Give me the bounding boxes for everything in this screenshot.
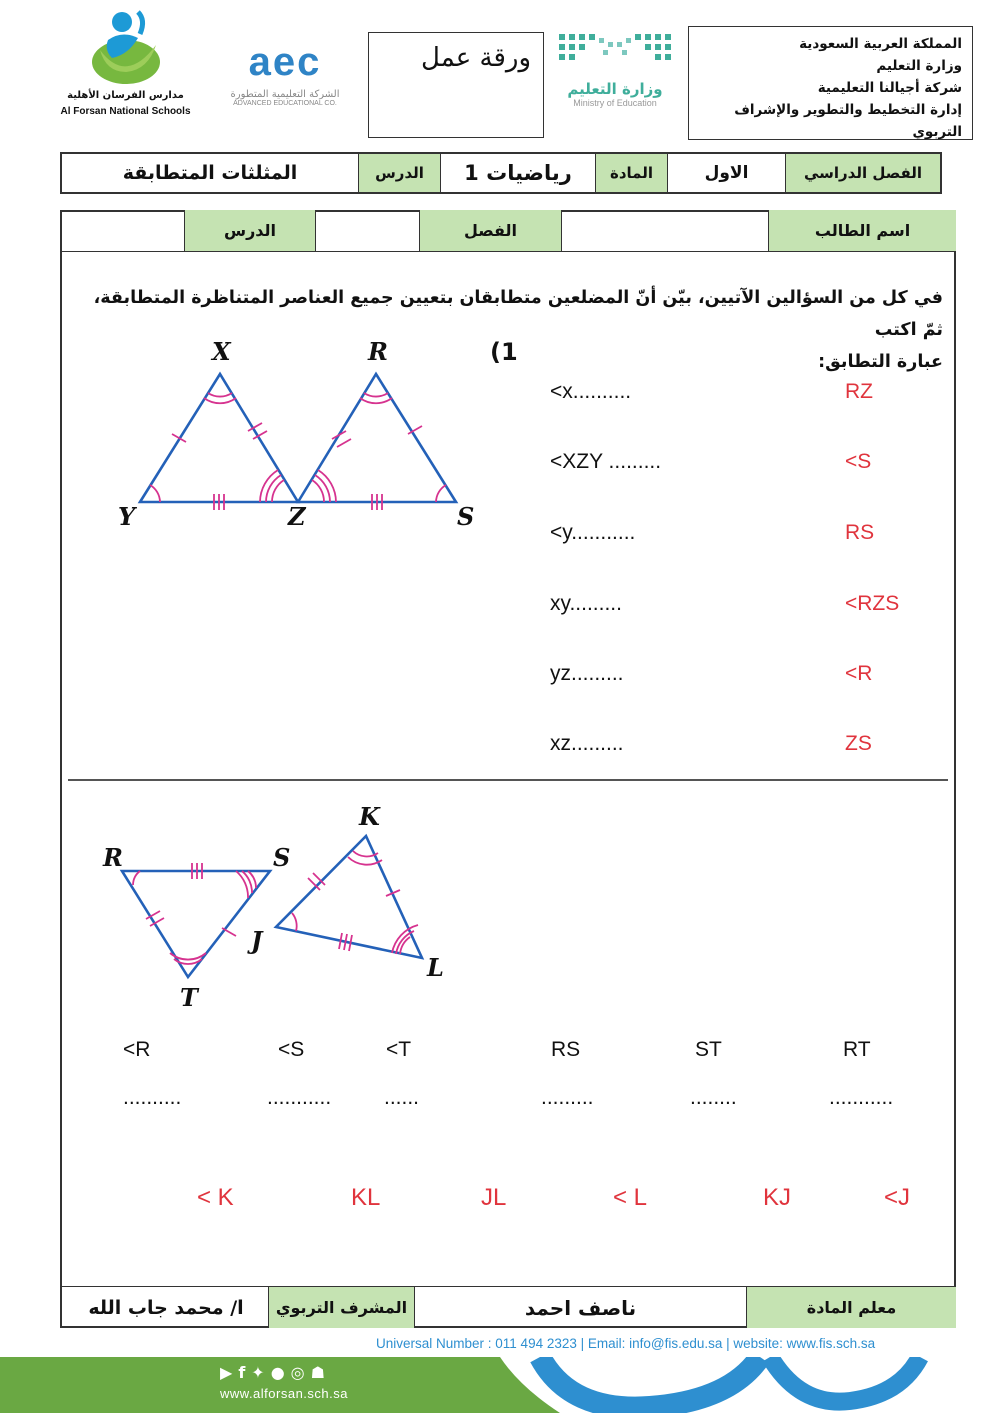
facebook-icon[interactable]: f (238, 1363, 246, 1382)
teacher-name: ناصف احمد (414, 1287, 746, 1328)
vertex-label-y: Y (118, 502, 136, 531)
q1-item-4[interactable]: xy......... (550, 592, 622, 615)
supervisor-label: المشرف التربوي (268, 1287, 414, 1328)
q1-answer-4[interactable]: <RZS (845, 592, 900, 615)
vertex-label-r2: R (103, 843, 123, 872)
q2-blank-5[interactable]: ........ (690, 1086, 737, 1109)
q1-answer-2[interactable]: <S (845, 450, 872, 473)
teacher-label: معلم المادة (746, 1287, 956, 1328)
ministry-line-4: إدارة التخطيط والتطوير والإشراف التربوي (734, 102, 962, 140)
supervisor-name: ا/ محمد جاب الله (88, 1296, 244, 1319)
q2-answer-6[interactable]: <J (884, 1184, 911, 1211)
google-plus-icon[interactable]: ● (270, 1363, 285, 1382)
q1-answer-5[interactable]: <R (845, 662, 873, 685)
q1-answer-6[interactable]: ZS (845, 732, 872, 755)
ministry-line-2: وزارة التعليم (876, 58, 962, 74)
moe-logo-subtext: Ministry of Education (573, 98, 657, 108)
triangles-xyz-rzs (140, 374, 456, 502)
q2-blank-6[interactable]: ........... (829, 1086, 894, 1109)
q2-header-6: RT (843, 1038, 871, 1061)
vertex-label-j2: J (251, 926, 263, 955)
lesson-value: المثلثات المتطابقة (122, 162, 298, 184)
q1-item-6[interactable]: xz......... (550, 732, 624, 755)
ministry-line-1: المملكة العربية السعودية (799, 36, 962, 52)
vertex-label-s: S (457, 502, 475, 531)
instructions-line-1: في كل من السؤالين الآتيين، بيّن أنّ المضلعين متطابقان بتعيين جميع العناصر المتناظرة المتطابقة، ثمّ اكتب (93, 288, 943, 340)
footer-site[interactable]: www.alforsan.sch.sa (220, 1386, 348, 1401)
aec-logo-subtext: ADVANCED EDUCATIONAL CO. (233, 100, 337, 107)
q1-item-5[interactable]: yz......... (550, 662, 624, 685)
class-field[interactable] (315, 210, 419, 251)
footer-banner (0, 1357, 1000, 1413)
vertex-label-r: R (368, 337, 388, 366)
q2-answer-4[interactable]: < L (613, 1184, 648, 1211)
vertex-label-z: Z (288, 502, 306, 531)
forsan-logo-en: Al Forsan National Schools (60, 106, 191, 117)
student-lesson-field[interactable] (64, 210, 184, 251)
ministry-box (688, 26, 973, 140)
info-row (60, 152, 942, 194)
twitter-icon[interactable]: ✦ (251, 1363, 265, 1382)
subject-value: رياضيات 1 (440, 154, 595, 192)
vertex-label-x: X (212, 337, 231, 366)
youtube-icon[interactable]: ▶ (220, 1363, 233, 1382)
aec-logo-mark: aec (248, 40, 322, 84)
q2-blank-1[interactable]: .......... (123, 1086, 182, 1109)
q2-blank-2[interactable]: ........... (267, 1086, 332, 1109)
q1-answer-3[interactable]: RS (845, 521, 875, 544)
q1-item-3[interactable]: <y........... (550, 521, 636, 544)
q2-blank-3[interactable]: ...... (384, 1086, 420, 1109)
triangle-kjl (276, 836, 422, 958)
student-name-field[interactable] (561, 210, 768, 251)
q2-answer-5[interactable]: KJ (763, 1184, 792, 1211)
moe-logo-text: وزارة التعليم (567, 80, 663, 98)
instructions-line-2: عبارة التطابق: (818, 352, 943, 372)
vertex-label-k2: K (359, 802, 380, 831)
q2-header-2: <S (278, 1038, 305, 1061)
subject-label: المادة (595, 154, 667, 192)
q2-answer-1[interactable]: < K (197, 1184, 234, 1211)
student-lesson-label: الدرس (184, 210, 315, 251)
question-1-number: (1 (490, 338, 518, 366)
contact-line: Universal Number : 011 494 2323 | Email: info@fis.edu.sa | website: www.fis.sch.sa (376, 1336, 876, 1351)
vertex-label-l2: L (427, 953, 444, 982)
forsan-logo (38, 0, 213, 125)
lesson-label: الدرس (358, 154, 440, 192)
section-divider (68, 779, 948, 781)
q2-answer-3[interactable]: JL (481, 1184, 507, 1211)
worksheet-title: ورقة عمل (421, 43, 531, 73)
q2-header-1: <R (123, 1038, 151, 1061)
snapchat-icon[interactable]: ☗ (310, 1363, 325, 1382)
q1-item-1[interactable]: <x.......... (550, 380, 632, 403)
q2-header-4: RS (551, 1038, 581, 1061)
q2-answer-2[interactable]: KL (351, 1184, 381, 1211)
q1-answer-1[interactable]: RZ (845, 380, 873, 403)
worksheet-title-box (368, 32, 544, 138)
instagram-icon[interactable]: ◎ (290, 1363, 305, 1382)
aec-logo (210, 40, 360, 135)
vertex-label-t2: T (180, 983, 198, 1012)
q2-header-5: ST (695, 1038, 722, 1061)
q1-item-2[interactable]: <XZY ......... (550, 450, 662, 473)
footer-swoosh (500, 1357, 1000, 1413)
q2-blank-4[interactable]: ......... (541, 1086, 594, 1109)
signature-row (60, 1286, 956, 1328)
aec-logo-text: الشركة التعليمية المتطورة (230, 89, 340, 100)
moe-logo (555, 28, 675, 118)
triangle-rst (122, 871, 270, 977)
moe-logo-icon (555, 28, 675, 76)
ministry-line-3: شركة أجيالنا التعليمية (817, 80, 962, 96)
congruence-marks-q1 (150, 393, 446, 510)
class-label: الفصل (419, 210, 561, 251)
vertex-label-s2: S (273, 843, 291, 872)
forsan-logo-ar: مدارس الفرسان الأهلية (67, 90, 184, 101)
semester-label: الفصل الدراسي (785, 154, 940, 192)
student-name-label: اسم الطالب (768, 210, 956, 251)
social-icons (220, 1363, 325, 1382)
semester-value: الاول (667, 154, 785, 192)
student-row (60, 210, 956, 252)
q2-header-3: <T (386, 1038, 412, 1061)
triangle-rzs (298, 374, 456, 502)
forsan-logo-icon (38, 0, 213, 95)
triangle-xyz (140, 374, 298, 502)
